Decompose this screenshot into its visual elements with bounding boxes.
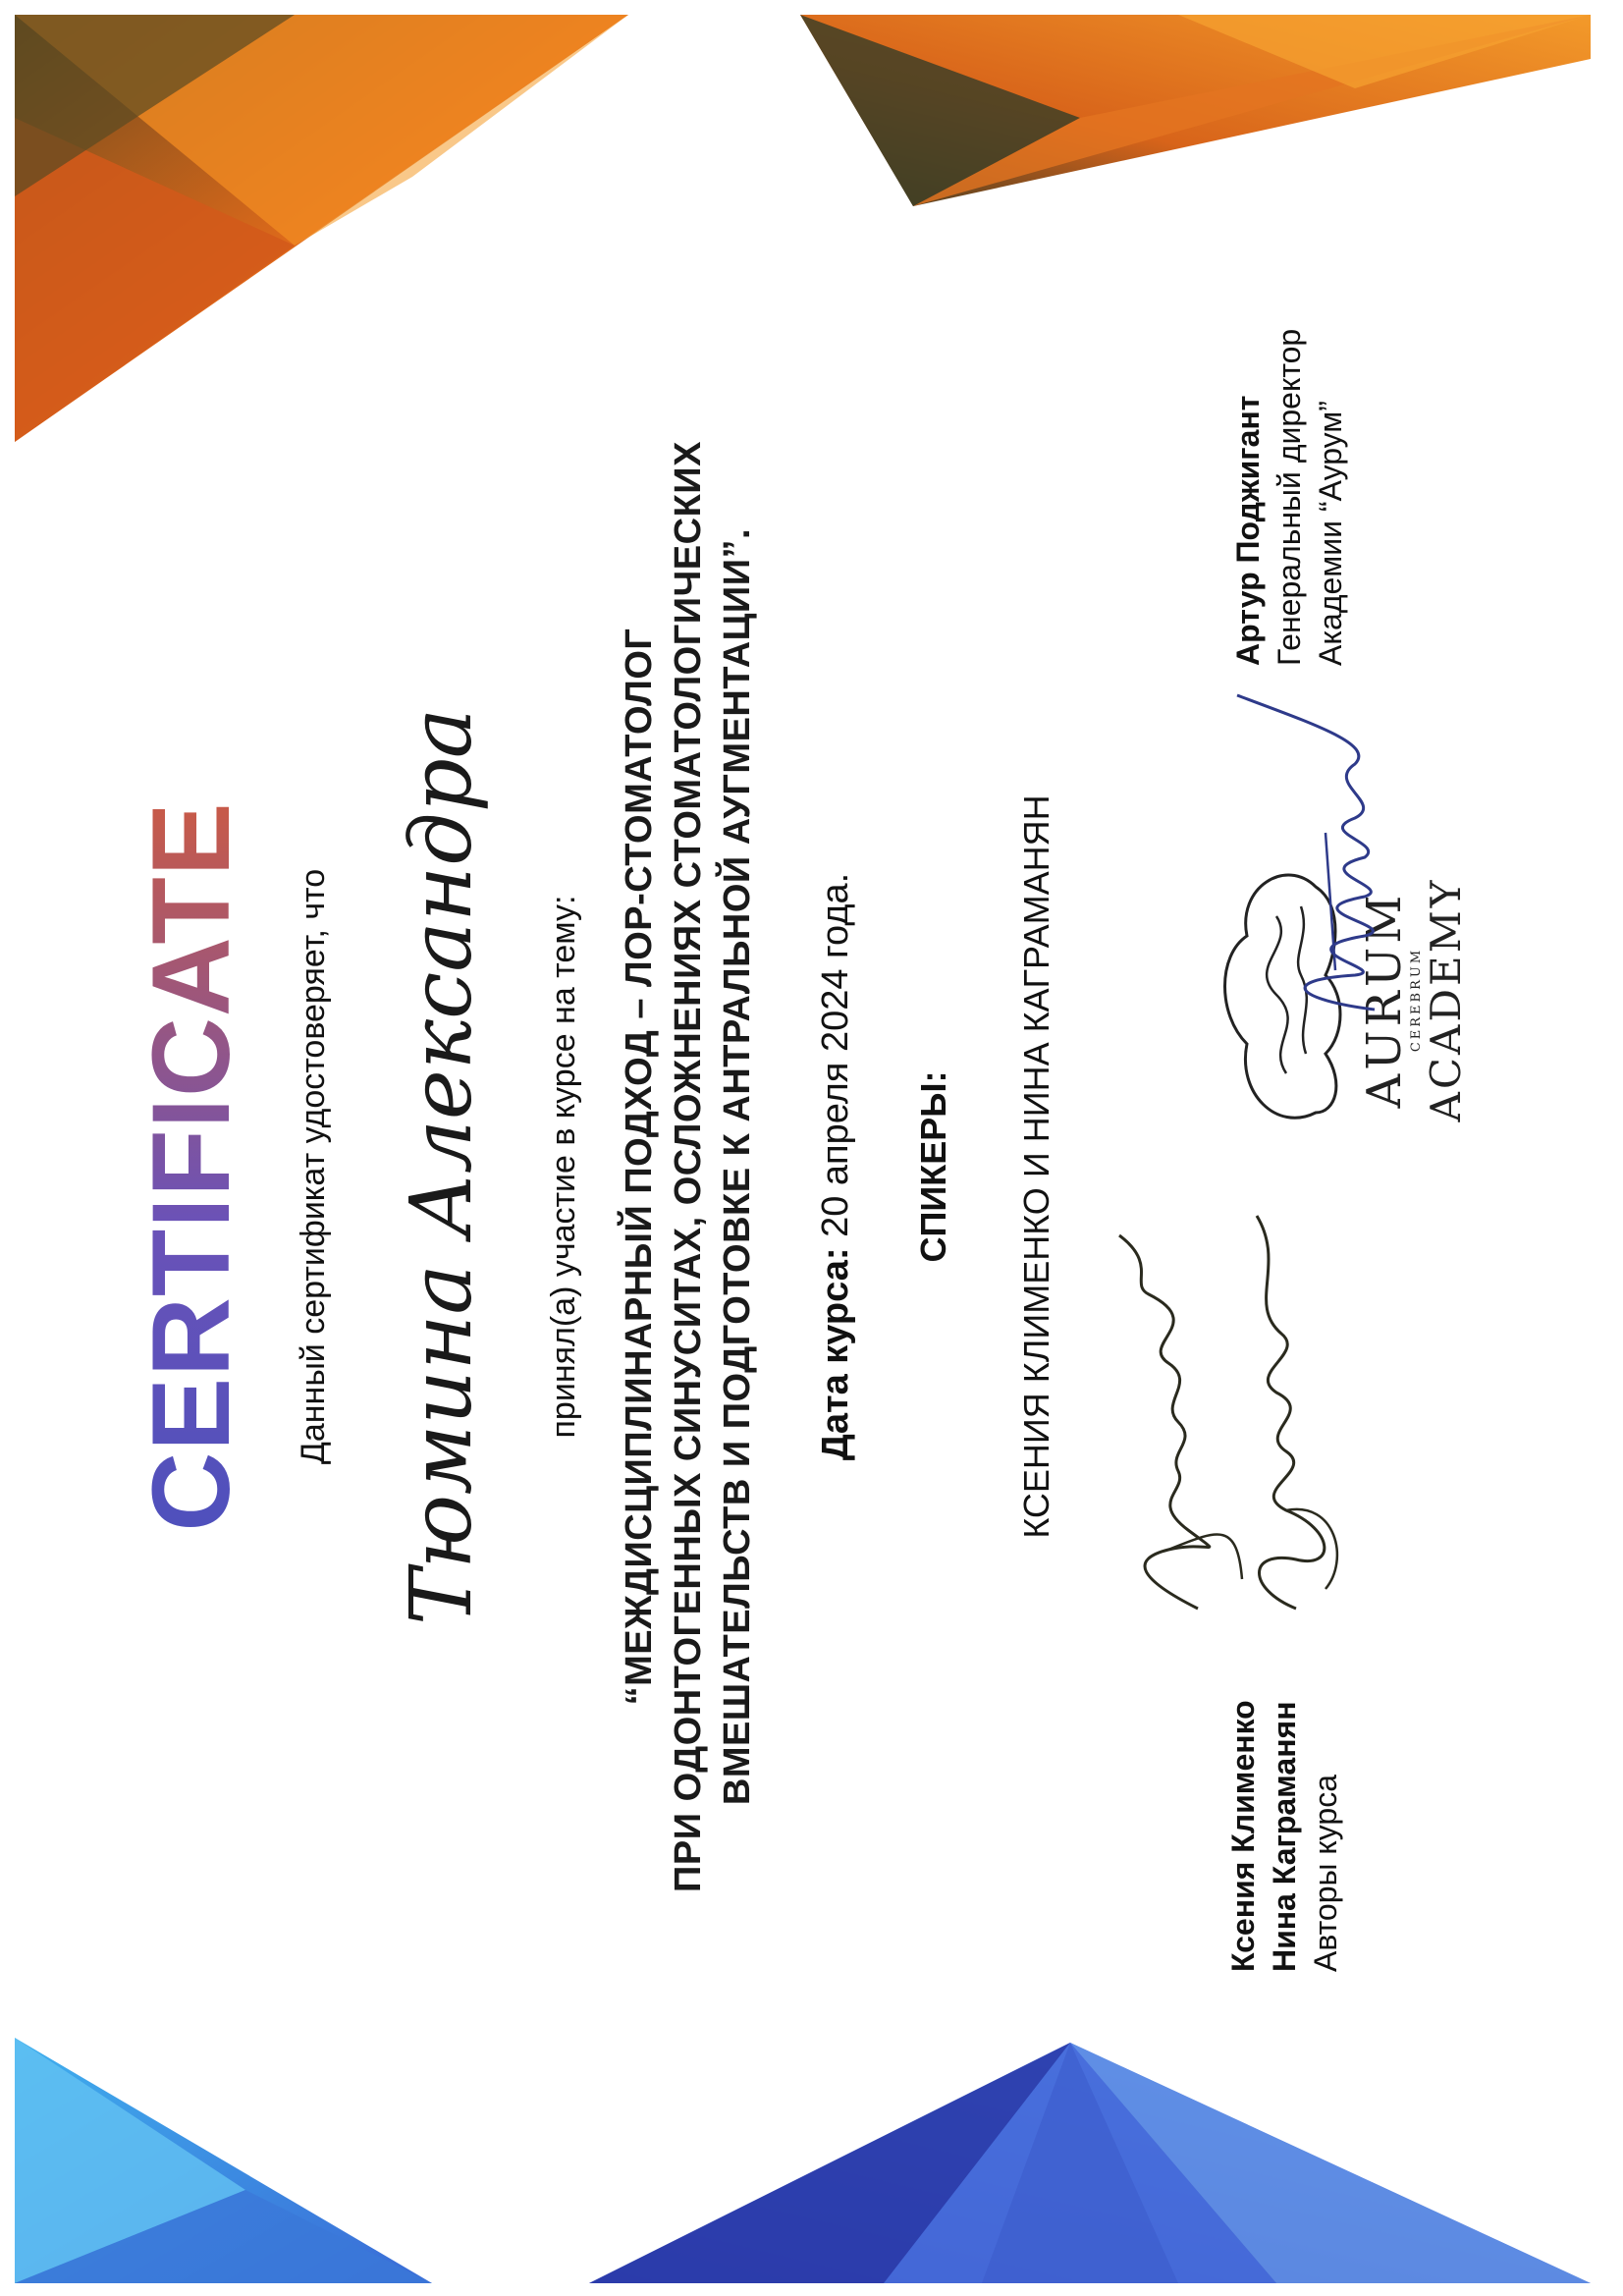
speakers-heading: СПИКЕРЫ: <box>913 1070 953 1263</box>
signature-podzhigant <box>1217 676 1414 1029</box>
course-topic-line-3: ВМЕШАТЕЛЬСТВ И ПОДГОТОВКЕ К АНТРАЛЬНОЙ АУГМЕНТАЦИИ”. <box>717 527 758 1806</box>
logo-text-aurum: AURUM <box>1357 891 1412 1109</box>
intro-text: Данный сертификат удостоверяет, что <box>295 868 332 1465</box>
author-name-2: Нина Каграманян <box>1267 1701 1302 1972</box>
signature-klimenko <box>1109 1226 1247 1618</box>
course-topic-line-1: “МЕЖДИСЦИПЛИНАРНЫЙ ПОДХОД – ЛОР-СТОМАТОЛОГ <box>619 628 660 1706</box>
authors-role: Авторы курса <box>1308 1774 1343 1972</box>
recipient-name: Тюмина Александра <box>393 707 491 1626</box>
certificate-title: CERTIFICATE <box>128 577 254 1756</box>
course-date-value: 20 апреля 2024 года. <box>815 872 856 1237</box>
director-signature-block <box>1227 329 1351 666</box>
course-date-label: Дата курса: <box>815 1247 856 1461</box>
director-role-line-2: Академии “Аурум” <box>1313 401 1348 666</box>
director-name: Артур Поджигант <box>1230 395 1266 666</box>
logo-text-cerebrum: CEREBRUM <box>1409 947 1424 1053</box>
logo-text-academy: ACADEMY <box>1422 877 1470 1122</box>
course-date <box>815 577 857 1756</box>
author-name-1: Ксения Клименко <box>1225 1700 1261 1972</box>
course-topic-line-2: ПРИ ОДОНТОГЕННЫХ СИНУСИТАХ, ОСЛОЖНЕНИЯХ СТОМАТОЛОГИЧЕСКИХ <box>668 441 709 1892</box>
speakers-names: КСЕНИЯ КЛИМЕНКО И НИНА КАГРАМАНЯН <box>1016 794 1056 1539</box>
authors-signature-block <box>1222 1700 1346 1972</box>
director-role-line-1: Генеральный директор <box>1271 328 1307 666</box>
signature-kagramanyan <box>1227 1206 1355 1618</box>
participation-text: принял(а) участие в курсе на тему: <box>545 895 582 1439</box>
